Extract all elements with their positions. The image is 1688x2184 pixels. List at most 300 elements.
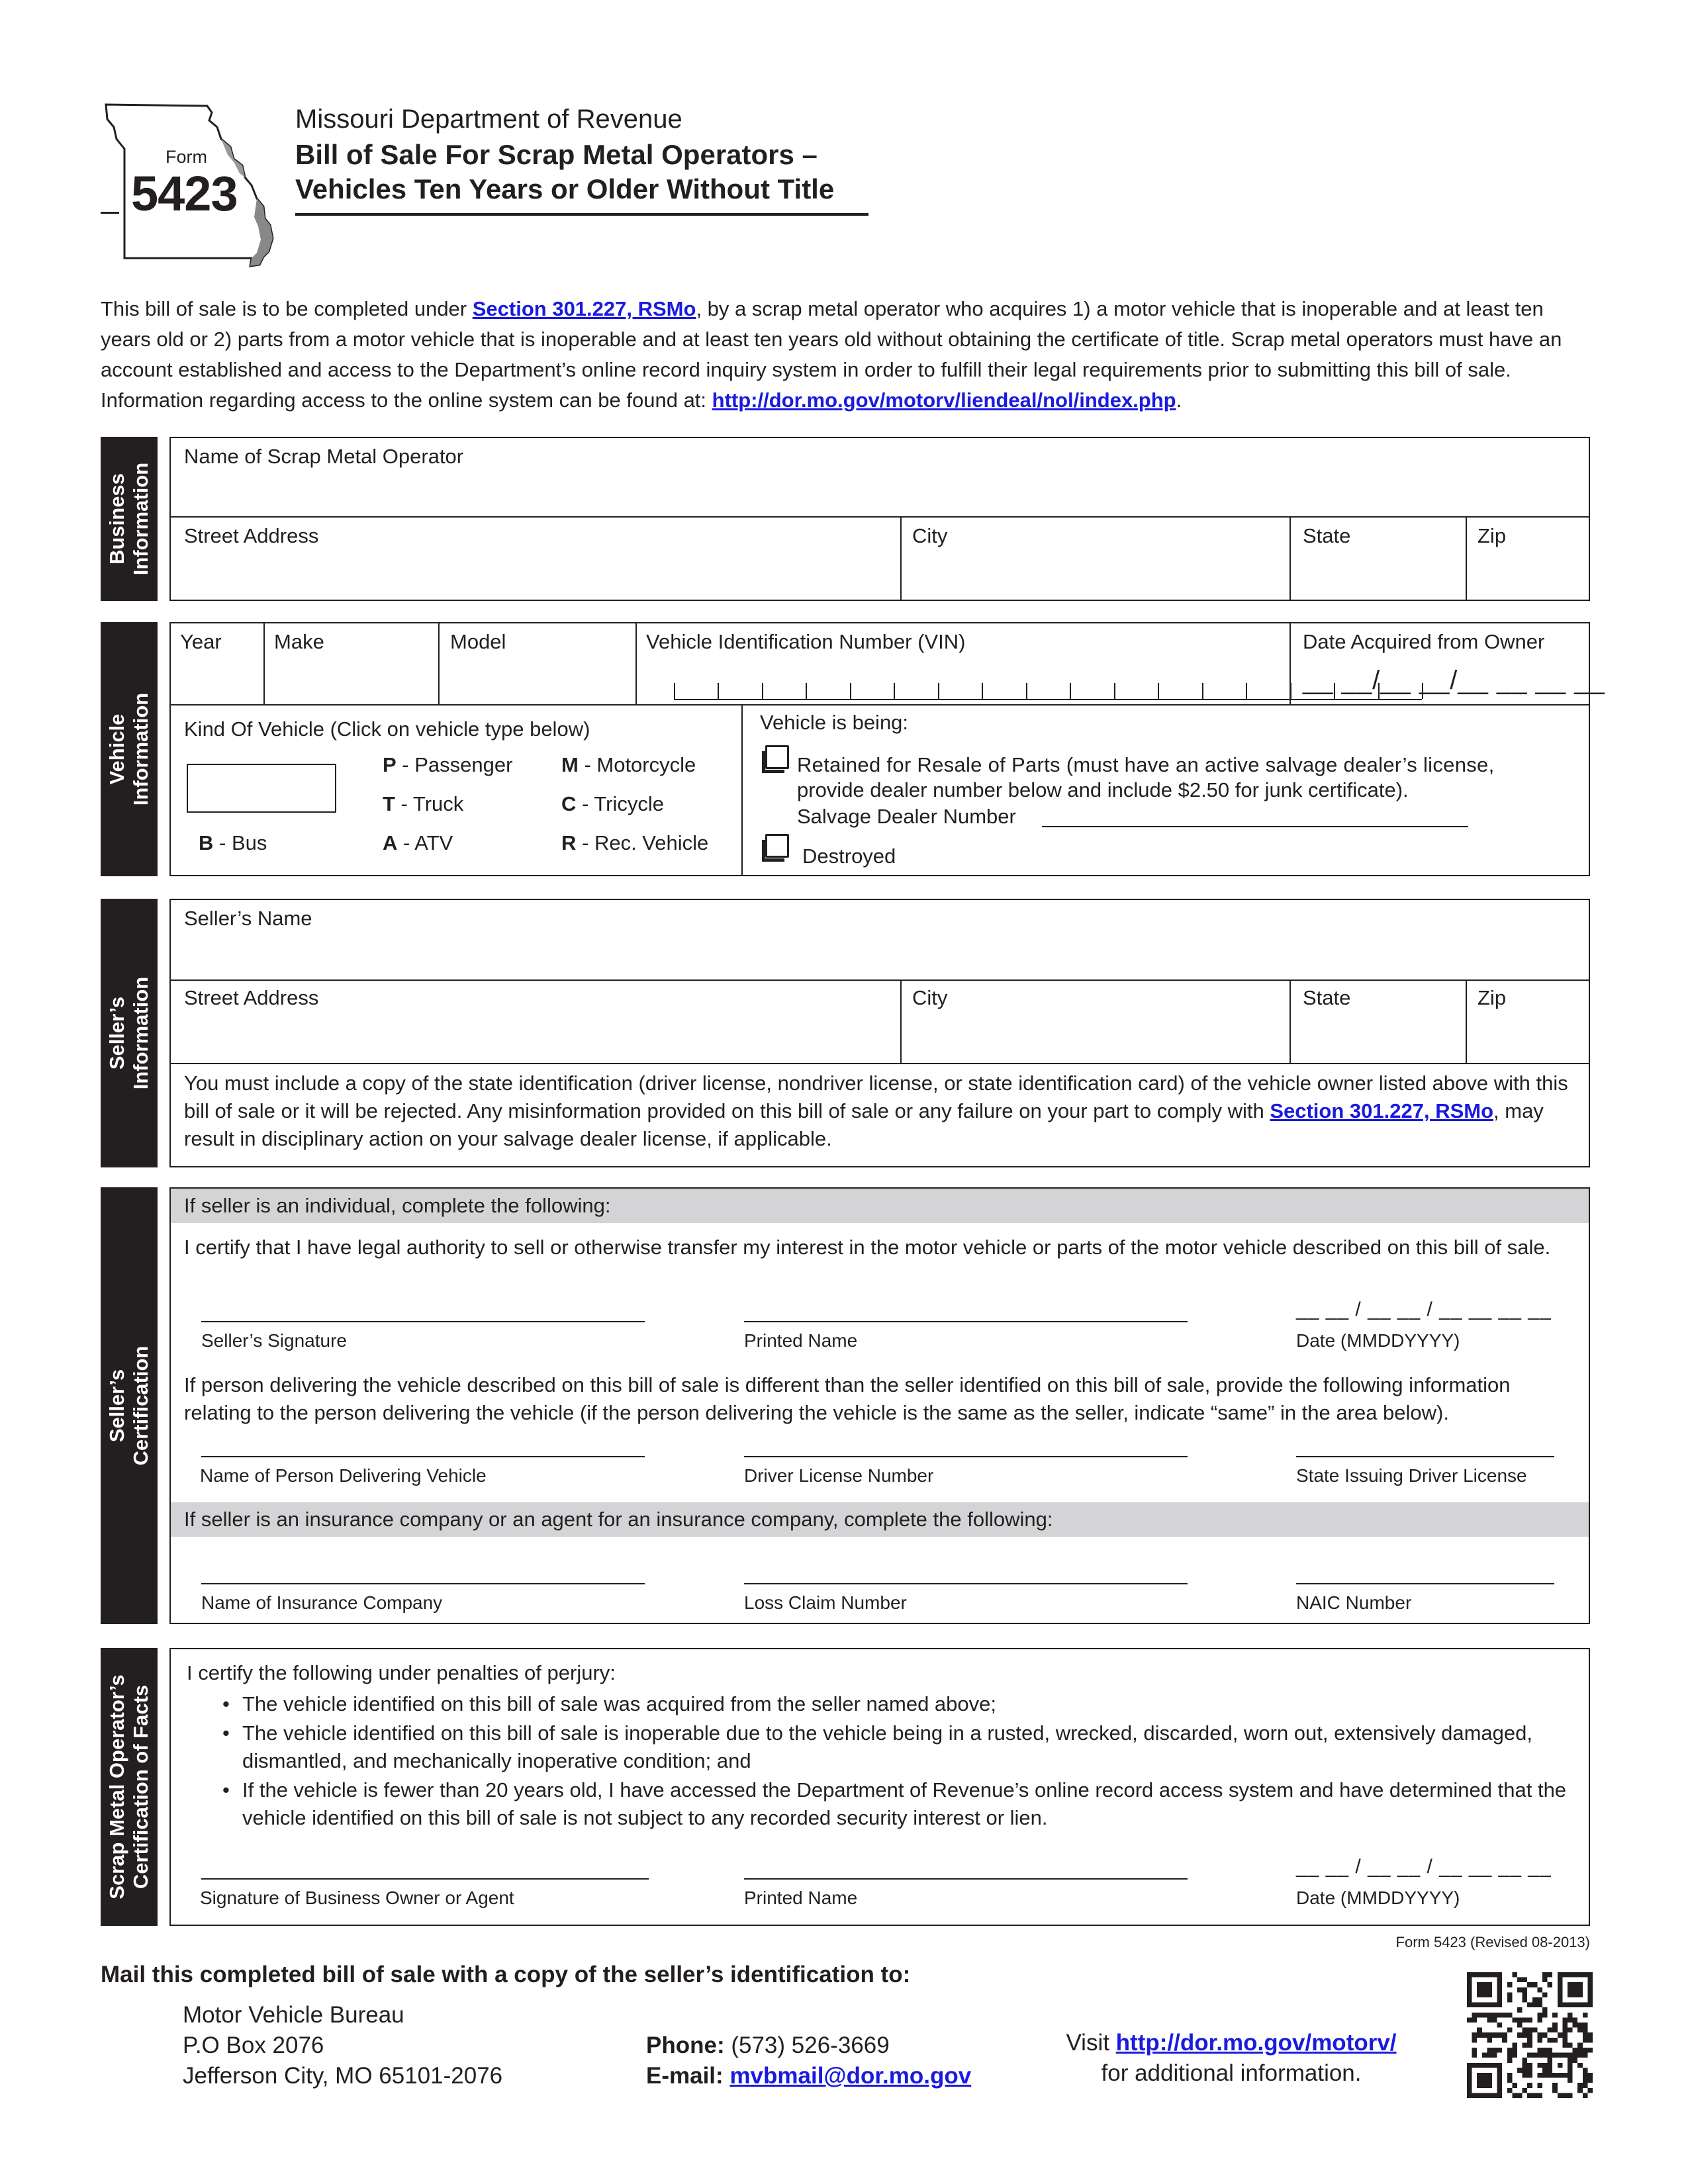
qr-module [1502, 2038, 1507, 2043]
qr-module [1523, 2068, 1528, 2073]
form-title-line1: Bill of Sale For Scrap Metal Operators – [295, 139, 818, 170]
qr-module [1548, 2048, 1553, 2053]
qr-code-icon[interactable] [1467, 1972, 1593, 2098]
owner-signature-label: Signature of Business Owner or Agent [200, 1888, 514, 1908]
qr-module [1517, 2017, 1523, 2023]
vin-slot-tick [718, 683, 719, 699]
qr-module [1577, 2023, 1583, 2028]
qr-module [1527, 2017, 1532, 2023]
qr-module [1502, 2013, 1507, 2018]
owner-printed-name-field[interactable] [744, 1878, 1188, 1880]
vehicle-type-motorcycle[interactable] [561, 753, 696, 777]
qr-module [1583, 2048, 1588, 2053]
qr-module [1542, 2063, 1548, 2068]
divider [1289, 979, 1291, 1063]
operator-name-label: Name of Scrap Metal Operator [184, 445, 464, 468]
divider [171, 516, 1589, 518]
qr-module [1577, 2063, 1583, 2068]
qr-module [1512, 2093, 1517, 2098]
qr-module [1523, 2088, 1528, 2093]
qr-module [1527, 2032, 1532, 2038]
vin-slot-tick [806, 683, 807, 699]
vin-slot-tick [982, 683, 983, 699]
qr-module [1523, 1978, 1528, 1983]
divider [1289, 516, 1291, 600]
seller-signature-field[interactable] [201, 1321, 645, 1322]
form-dash [101, 212, 119, 214]
qr-module [1527, 2063, 1532, 2068]
qr-module [1587, 2032, 1593, 2038]
qr-module [1487, 2017, 1492, 2023]
qr-module [1583, 2068, 1588, 2073]
qr-module [1507, 2078, 1513, 2083]
qr-module [1542, 2032, 1548, 2038]
qr-module [1507, 2073, 1513, 2078]
qr-module [1512, 2053, 1517, 2058]
contact-info [646, 2030, 971, 2091]
divider [635, 623, 637, 704]
divider [741, 704, 743, 875]
seller-certification-tab [101, 1187, 158, 1624]
email-label: E-mail: [646, 2063, 724, 2089]
qr-module [1587, 2048, 1593, 2053]
deliverer-name-field[interactable] [201, 1456, 645, 1457]
qr-module [1562, 2032, 1568, 2038]
qr-module [1542, 2068, 1548, 2073]
seller-zip-label: Zip [1477, 986, 1507, 1009]
qr-module [1517, 2068, 1523, 2073]
visit-text-2: for additional information. [1101, 2060, 1362, 2086]
delivering-person-text: If person delivering the vehicle described on this bill of sale is different than the seller identified on this bill of sale, provide the following information relating to the person delivering the vehicle (if the person delivering the vehicle is the same as the seller, indicate “same” in the area below). [184, 1373, 1511, 1424]
divider [438, 623, 440, 704]
retained-checkbox[interactable] [765, 745, 789, 769]
qr-module [1472, 2017, 1477, 2023]
qr-module [1562, 2093, 1568, 2098]
owner-printed-name-label: Printed Name [744, 1888, 858, 1908]
type-name: - Passenger [396, 753, 513, 776]
qr-module [1482, 2032, 1487, 2038]
qr-module [1527, 2093, 1532, 2098]
qr-module [1537, 2003, 1542, 2008]
qr-module [1507, 2028, 1513, 2033]
qr-module [1527, 2053, 1532, 2058]
qr-module [1517, 2093, 1523, 2098]
form-number: 5423 [131, 166, 238, 221]
vin-label: Vehicle Identification Number (VIN) [646, 630, 966, 653]
qr-module [1507, 1982, 1513, 1987]
type-code: M [561, 753, 579, 776]
tab-label: Business [105, 473, 128, 565]
loss-claim-number-field[interactable] [744, 1583, 1188, 1584]
retained-label-line2: provide dealer number below and include $2.50 for junk certificate). [797, 778, 1409, 801]
qr-module [1512, 2083, 1517, 2088]
list-item: • The vehicle identified on this bill of sale was acquired from the seller named above; [217, 1690, 1568, 1718]
qr-module [1562, 2038, 1568, 2043]
naic-number-label: NAIC Number [1296, 1592, 1412, 1613]
notice-text: You must include a copy of the state identification (driver license, nondriver license, or state identification card) of the vehicle owner listed above with this bill of sale or it will be rejected. Any misinformation provided on this bill of sale or any failure on your part to comply with [184, 1071, 1568, 1122]
operator-certification-tab [101, 1648, 158, 1926]
intro-text: . [1176, 388, 1182, 412]
qr-module [1568, 1982, 1583, 1997]
perjury-intro: I certify the following under penalties of perjury: [187, 1661, 616, 1684]
identification-notice [184, 1069, 1581, 1153]
mailing-address [183, 2000, 502, 2091]
qr-module [1573, 2017, 1578, 2023]
qr-module [1562, 2017, 1568, 2023]
qr-module [1507, 2058, 1513, 2063]
date-acquired-field[interactable]: __ __/__ __/__ __ __ __ [1303, 666, 1605, 695]
tab-label: Certification of Facts [129, 1684, 152, 1889]
intro-text: , by a scrap metal operator who acquires 1) a motor vehicle that is inoperable and at least ten years old or 2) parts from a motor vehicle that is inoperable and at least ten years old without obtaining the certificate of title. Scrap metal operators must have an account established and access to the Department’s online record inquiry system in order to fulfill their legal requirements prior to submitting this bill of sale. Information regarding access to the online system can be found at: [101, 297, 1562, 412]
qr-module [1583, 2093, 1588, 2098]
qr-module [1512, 2042, 1517, 2048]
qr-module [1523, 2032, 1528, 2038]
qr-module [1573, 2048, 1578, 2053]
qr-module [1558, 2063, 1563, 2068]
qr-module [1477, 2013, 1482, 2018]
qr-module [1477, 2032, 1482, 2038]
address-line: P.O Box 2076 [183, 2032, 324, 2058]
seller-certification-box [169, 1187, 1590, 1624]
vehicle-type-rec-vehicle[interactable] [561, 831, 708, 855]
qr-module [1497, 2023, 1503, 2028]
qr-module [1472, 2053, 1477, 2058]
title-rule [295, 213, 868, 216]
qr-module [1542, 1972, 1548, 1978]
qr-module [1492, 2032, 1497, 2038]
qr-module [1523, 2058, 1528, 2063]
vehicle-information-box [169, 622, 1605, 876]
qr-module [1527, 2073, 1532, 2078]
divider [900, 979, 902, 1063]
divider [1466, 979, 1467, 1063]
owner-date-label: Date (MMDDYYYY) [1296, 1888, 1460, 1908]
business-city-label: City [912, 524, 948, 547]
qr-module [1583, 2083, 1588, 2088]
type-name: - Rec. Vehicle [576, 831, 709, 854]
vin-slot-tick [894, 683, 895, 699]
qr-module [1568, 2028, 1573, 2033]
qr-module [1532, 2053, 1538, 2058]
qr-module [1517, 1978, 1523, 1983]
retained-label-line1: Retained for Resale of Parts (must have an active salvage dealer’s license, [797, 753, 1495, 776]
qr-module [1583, 2023, 1588, 2028]
qr-module [1532, 2028, 1538, 2033]
divider [171, 1063, 1589, 1064]
qr-module [1487, 2053, 1492, 2058]
qr-module [1523, 2042, 1528, 2048]
vin-slot-tick [674, 683, 675, 699]
qr-module [1568, 2013, 1573, 2018]
type-code: T [383, 792, 395, 815]
qr-module [1548, 1982, 1553, 1987]
qr-module [1492, 2048, 1497, 2053]
type-name: - Tricycle [576, 792, 665, 815]
divider [900, 516, 902, 600]
qr-module [1487, 2032, 1492, 2038]
qr-module [1587, 2073, 1593, 2078]
vin-slot-tick [938, 683, 939, 699]
qr-module [1477, 2028, 1482, 2033]
business-information-tab [101, 437, 158, 601]
qr-module [1577, 2053, 1583, 2058]
qr-module [1583, 2032, 1588, 2038]
form-title-line2: Vehicles Ten Years or Older Without Title [295, 173, 835, 205]
qr-module [1542, 2053, 1548, 2058]
type-code: A [383, 831, 398, 854]
vehicle-type-passenger[interactable] [383, 753, 512, 777]
address-line: Jefferson City, MO 65101-2076 [183, 2063, 503, 2089]
type-code: B [199, 831, 214, 854]
vin-slot-tick [762, 683, 763, 699]
qr-module [1523, 1997, 1528, 2003]
qr-module [1532, 2093, 1538, 2098]
qr-module [1542, 2073, 1548, 2078]
vehicle-type-bus[interactable] [199, 831, 267, 855]
owner-signature-field[interactable] [201, 1878, 649, 1880]
qr-module [1502, 2032, 1507, 2038]
operator-certification-box [169, 1648, 1590, 1926]
qr-module [1537, 1997, 1542, 2003]
qr-module [1527, 2068, 1532, 2073]
qr-module [1497, 2032, 1503, 2038]
salvage-dealer-number-field[interactable] [1042, 826, 1468, 827]
qr-module [1523, 1987, 1528, 1993]
qr-module [1552, 2088, 1558, 2093]
type-name: - Motorcycle [578, 753, 696, 776]
qr-module [1537, 2048, 1542, 2053]
online-system-link[interactable]: http://dor.mo.gov/motorv/liendeal/nol/index.php [712, 388, 1176, 412]
qr-module [1573, 2058, 1578, 2063]
vehicle-type-tricycle[interactable] [561, 792, 664, 816]
business-information-box [169, 437, 1590, 601]
destroyed-label: Destroyed [802, 844, 896, 868]
qr-module [1583, 2073, 1588, 2078]
type-code: R [561, 831, 577, 854]
agency-name: Missouri Department of Revenue [295, 105, 682, 134]
qr-module [1537, 2032, 1542, 2038]
type-code: C [561, 792, 577, 815]
qr-module [1482, 2013, 1487, 2018]
qr-module [1558, 2093, 1563, 2098]
qr-module [1527, 2003, 1532, 2008]
driver-license-state-label: State Issuing Driver License [1296, 1465, 1527, 1486]
qr-module [1542, 1978, 1548, 1983]
vin-slot-tick [1070, 683, 1071, 699]
tab-label: Certification [129, 1345, 152, 1466]
destroyed-checkbox[interactable] [765, 834, 789, 858]
mail-heading: Mail this completed bill of sale with a copy of the seller’s identification to: [101, 1962, 911, 1987]
qr-module [1573, 2053, 1578, 2058]
vin-slot-tick [1158, 683, 1159, 699]
qr-module [1487, 2013, 1492, 2018]
tab-label: Information [129, 462, 152, 576]
vin-baseline [674, 699, 1422, 700]
qr-module [1537, 1987, 1542, 1993]
qr-module [1552, 2083, 1558, 2088]
qr-module [1552, 2028, 1558, 2033]
tab-label: Seller’s [105, 996, 128, 1070]
seller-information-tab [101, 899, 158, 1167]
qr-module [1577, 2083, 1583, 2088]
qr-module [1527, 2038, 1532, 2043]
qr-module [1532, 1997, 1538, 2003]
vehicle-type-atv[interactable] [383, 831, 453, 855]
form-label: Form [165, 147, 207, 167]
qr-module [1512, 1972, 1517, 1978]
qr-module [1523, 2028, 1528, 2033]
qr-module [1487, 2048, 1492, 2053]
naic-number-field[interactable] [1296, 1583, 1554, 1584]
vin-slot-tick [1202, 683, 1203, 699]
seller-information-box [169, 899, 1590, 1167]
visit-info [1033, 2028, 1430, 2089]
qr-module [1527, 1982, 1532, 1987]
qr-module [1548, 2028, 1553, 2033]
divider [171, 979, 1589, 981]
qr-module [1587, 2078, 1593, 2083]
qr-module [1568, 2042, 1573, 2048]
qr-module [1487, 2038, 1492, 2043]
tab-label: Information [129, 692, 152, 806]
owner-date-field[interactable]: __ __ / __ __ / __ __ __ __ [1296, 1856, 1552, 1878]
individual-header: If seller is an individual, complete the following: [184, 1194, 611, 1217]
qr-module [1523, 2063, 1528, 2068]
tab-label: Seller’s [105, 1369, 128, 1443]
visit-text: Visit [1066, 2030, 1116, 2056]
qr-module [1467, 2017, 1472, 2023]
qr-module [1562, 2028, 1568, 2033]
qr-module [1537, 2093, 1542, 2098]
year-label: Year [180, 630, 222, 653]
vin-slot-tick [1246, 683, 1247, 699]
vin-slot-tick [1114, 683, 1115, 699]
list-item: • The vehicle identified on this bill of sale is inoperable due to the vehicle being in a rusted, wrecked, discarded, worn out, extensively damaged, dismantled, and mechanically inoperative condition; and [217, 1719, 1568, 1775]
tab-label: Scrap Metal Operator’s [105, 1674, 128, 1899]
qr-module [1523, 2017, 1528, 2023]
qr-module [1472, 2038, 1477, 2043]
model-label: Model [450, 630, 506, 653]
qr-module [1512, 2048, 1517, 2053]
vehicle-type-input[interactable] [187, 764, 336, 813]
tab-label: Vehicle [105, 713, 128, 785]
intro-text: This bill of sale is to be completed under [101, 297, 473, 320]
qr-module [1537, 2063, 1542, 2068]
qr-module [1537, 2073, 1542, 2078]
divider [171, 704, 1589, 705]
divider [1289, 623, 1291, 704]
qr-module [1523, 2073, 1528, 2078]
qr-module [1583, 2028, 1588, 2033]
qr-module [1558, 2032, 1563, 2038]
loss-claim-number-label: Loss Claim Number [744, 1592, 907, 1613]
salvage-dealer-label: Salvage Dealer Number [797, 805, 1016, 828]
qr-module [1587, 2088, 1593, 2093]
qr-module [1517, 2023, 1523, 2028]
vehicle-type-truck[interactable] [383, 792, 463, 816]
qr-module [1527, 2028, 1532, 2033]
seller-printed-name-label: Printed Name [744, 1330, 858, 1351]
email-link[interactable]: mvbmail@dor.mo.gov [729, 2063, 972, 2089]
qr-module [1583, 2038, 1588, 2043]
qr-module [1472, 2032, 1477, 2038]
business-zip-label: Zip [1477, 524, 1507, 547]
qr-module [1577, 2048, 1583, 2053]
type-code: P [383, 753, 397, 776]
phone-number: (573) 526-3669 [724, 2032, 890, 2058]
qr-module [1507, 2088, 1513, 2093]
qr-module [1517, 2032, 1523, 2038]
date-acquired-label: Date Acquired from Owner [1303, 630, 1545, 653]
vehicle-being-label: Vehicle is being: [760, 711, 909, 734]
driver-license-state-field[interactable] [1296, 1456, 1554, 1457]
seller-printed-name-field[interactable] [744, 1321, 1188, 1322]
qr-module [1542, 1992, 1548, 1997]
qr-module [1583, 2078, 1588, 2083]
kind-of-vehicle-label: Kind Of Vehicle (Click on vehicle type below) [184, 717, 590, 741]
motorv-website-link[interactable]: http://dor.mo.gov/motorv/ [1115, 2030, 1397, 2056]
qr-module [1552, 2038, 1558, 2043]
seller-date-field[interactable]: __ __ / __ __ / __ __ __ __ [1296, 1298, 1552, 1320]
type-name: - Bus [213, 831, 267, 854]
qr-module [1527, 2083, 1532, 2088]
qr-module [1527, 2042, 1532, 2048]
vehicle-information-tab [101, 622, 158, 876]
qr-module [1492, 2013, 1497, 2018]
qr-module [1537, 2083, 1542, 2088]
make-label: Make [274, 630, 324, 653]
driver-license-number-field[interactable] [744, 1456, 1188, 1457]
qr-module [1517, 2007, 1523, 2013]
certification-list [217, 1690, 1568, 1833]
notice-text: , may result in disciplinary action on your salvage dealer license, if applicable. [184, 1099, 1544, 1150]
qr-module [1548, 1972, 1553, 1978]
qr-module [1568, 2093, 1573, 2098]
qr-module [1537, 2017, 1542, 2023]
vin-slot-tick [1026, 683, 1027, 699]
qr-module [1532, 2003, 1538, 2008]
qr-module [1568, 2017, 1573, 2023]
seller-street-label: Street Address [184, 986, 319, 1009]
qr-module [1542, 2048, 1548, 2053]
phone-line [646, 2030, 971, 2061]
business-state-label: State [1303, 524, 1351, 547]
section-301-227-link[interactable]: Section 301.227, RSMo [1270, 1099, 1494, 1122]
section-301-227-link[interactable]: Section 301.227, RSMo [472, 297, 696, 320]
qr-module [1583, 2013, 1588, 2018]
qr-module [1492, 2053, 1497, 2058]
qr-module [1577, 2028, 1583, 2033]
qr-module [1507, 2013, 1513, 2018]
individual-certify-text: I certify that I have legal authority to sell or otherwise transfer my interest in the motor vehicle or parts of the motor vehicle described on this bill of sale. [184, 1236, 1551, 1259]
deliverer-name-label: Name of Person Delivering Vehicle [200, 1465, 487, 1486]
qr-module [1583, 2053, 1588, 2058]
qr-module [1568, 2078, 1573, 2083]
qr-module [1548, 2038, 1553, 2043]
seller-state-label: State [1303, 986, 1351, 1009]
qr-module [1512, 2017, 1517, 2023]
qr-module [1542, 2007, 1548, 2013]
insurance-header: If seller is an insurance company or an agent for an insurance company, complete the following: [184, 1508, 1053, 1531]
type-name: - ATV [397, 831, 453, 854]
qr-module [1542, 2013, 1548, 2018]
qr-module [1562, 2023, 1568, 2028]
divider [1466, 516, 1467, 600]
qr-module [1537, 2013, 1542, 2018]
qr-module [1507, 1992, 1513, 1997]
qr-module [1482, 2053, 1487, 2058]
insurance-company-field[interactable] [201, 1583, 645, 1584]
